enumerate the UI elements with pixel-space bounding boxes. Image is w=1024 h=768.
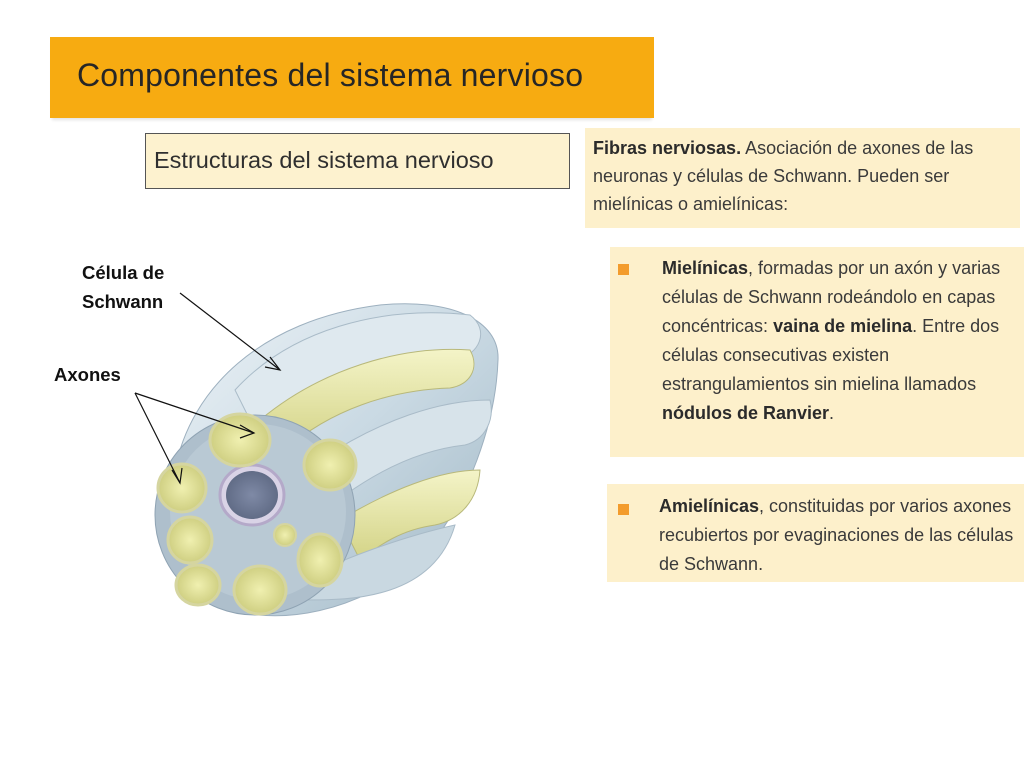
fibers-text: Asociación de axones de las neuronas y células de Schwann. Pueden ser mielínicas o amielínicas: [593, 138, 974, 214]
page-title: Componentes del sistema nervioso [77, 57, 584, 93]
axon-end [298, 534, 342, 586]
axon-end [168, 517, 212, 563]
fibers-term: Fibras nerviosas. [593, 138, 742, 158]
myelinated-text-part2: . Entre dos células consecutivas existen estrangulamientos sin mielina llamados [662, 316, 1000, 394]
myelinated-term: Mielínicas [662, 258, 749, 278]
schwann-label-line1: Célula de [82, 262, 165, 283]
myelinated-text-part1: , formadas por un axón y varias células de Schwann rodeándolo en capas concéntricas: [662, 258, 1001, 336]
axon-end [304, 440, 356, 490]
axons-label: Axones [54, 364, 121, 385]
section-heading: Estructuras del sistema nervioso [154, 147, 494, 173]
axon-end [234, 566, 286, 614]
myelin-sheath-term: vaina de mielina [773, 316, 913, 336]
schwann-label-line2: Schwann [82, 291, 164, 312]
ranvier-nodes-term: nódulos de Ranvier [662, 403, 830, 423]
axon-end [176, 565, 220, 605]
unmyelinated-term: Amielínicas [659, 496, 760, 516]
myelinated-text-part3: . [829, 403, 835, 423]
unmyelinated-text-body: , constituidas por varios axones recubiertos por evaginaciones de las células de Schwann. [659, 496, 1014, 574]
axon-end [274, 524, 296, 546]
